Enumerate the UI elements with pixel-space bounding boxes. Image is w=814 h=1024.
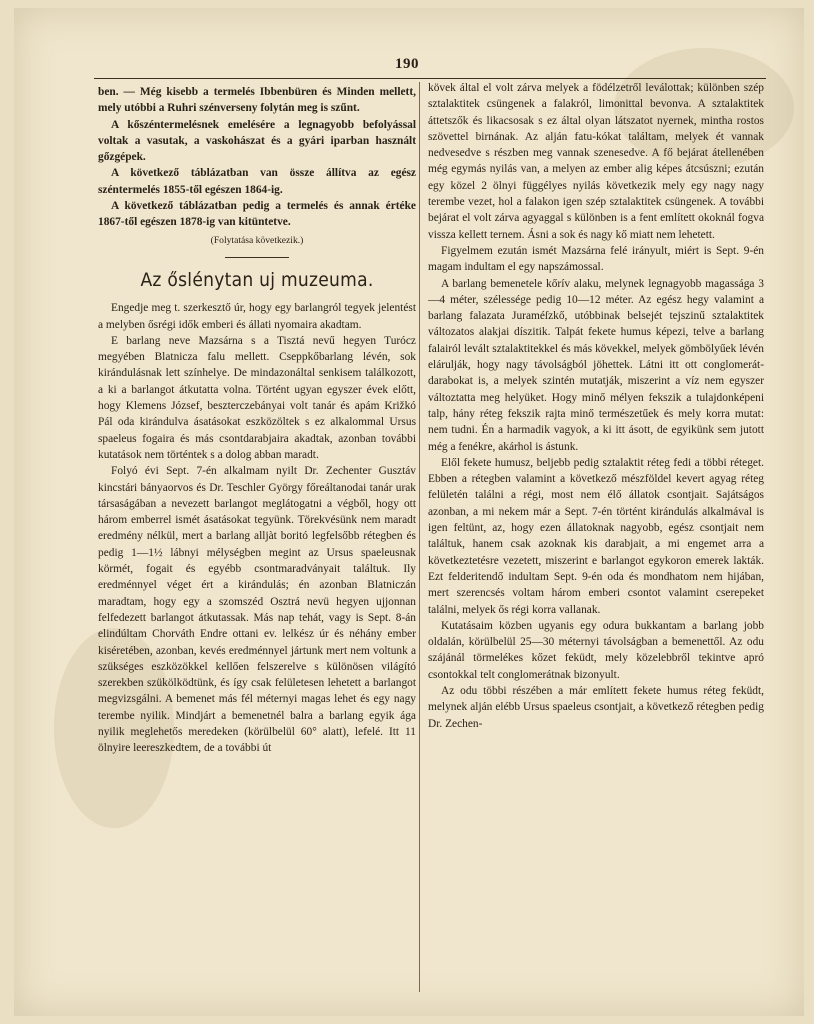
continuation-note: (Folytatása következik.) (210, 234, 304, 246)
paragraph: A kőszéntermelésnek emelésére a legnagyobb befolyással voltak a vasutak, a vaskohászat és a gyári iparban használt gőzgépek. (98, 118, 416, 164)
paragraph: Kutatásaim közben ugyanis egy odura bukkantam a barlang jobb oldalán, körülbelül 25—30 méternyi távolságban a bemenettől. Az odu szájánál törmelékes kőzet feküdt, mely közelebbről tekintve apró csontokkal telt conglomerátnak bizonyult. (428, 619, 764, 681)
paragraph: Folyó évi Sept. 7-én alkalmam nyilt Dr. Zechenter Gusztáv kincstári bányaorvos és Dr. Teschler György főreáltanodai tanár urak társaságában a nevezett barlangot meglátogatni a végből, hogy ott három emberrel ismét ásatásokat tegyünk. Törekvésünk nem maradt eredmény nélkül, mert a barlang alljàt boritó legfelsőbb rétegben és pedig 1—1½ lábnyi mélységben megint az Ursus spaeleusnak körmét, fogait és egyébb csontmaradványait találtuk. Ily eredménnyel véget ért a kirándulás; én azonban Blatniczán maradtam, hogy egy a szomszéd Osztrá nevü hegyen ujjonnan felfedezett barlangot átkutassak. Más nap tehát, vagy is Sept. 8-án elindúltam Chorváth Endre ottani ev. lelkész úr és néhány ember kiséretében, azonban, kevés eredménnyel jártunk mert nem voltunk a szükséges eszközökkel kellően felszerelve s különösen világító szerekben szükölködtünk, és így csak felületesen lehetett a barlangot megvizsgálni. A bemenet más fél méternyi magas lehet és egy nagy terembe nyilik. Mindjárt a bemenetnél balra a barlang egyik ága nyilik meglehetős meredeken (körülbelül 60° alatt), lefelé. Itt 11 ölnyire leereszkedtem, de a további út (98, 465, 416, 755)
paragraph: A következő táblázatban van össze állítva az egész széntermelés 1855-től egészen 1864-ig. (98, 167, 416, 196)
paragraph: ben. — Még kisebb a termelés Ibbenbüren és Minden mellett, mely utóbbi a Ruhri szénverseny folytán meg is szűnt. (98, 86, 416, 115)
article-continuation (98, 84, 416, 231)
paragraph: A barlang bemenetele kőrív alaku, melynek legnagyobb magassága 3—4 méter, szélessége pedig 10—12 méter. Az egész hegy valamint a barlang falazata Juraméſzkő, utóbbinak belsejét tejszinű sztalaktitek változatos alakjai díszitik. Talpát fekete humus képezi, telve a barlang falairól levált sztalaktitekkel és más kövekkel, melyek gömbölyűek lévén elárulják, hogy nagy távolságból jöhettek. Látni itt ott conglomerát-darabokat is, a melyek szintén mutatják, miszerint a víz nem egyszer változtatta meg helyüket. Hogy minő mélyen fekszik a tulajdonképeni talp, hány réteg fekszik rajta minő természetűek és mely korra mutat: nem tudni. Én a harmadik vagyok, a ki itt ásott, de egyikünk sem jutott még a fenékre, akárhol is ástunk. (428, 277, 764, 453)
left-column (98, 84, 416, 757)
paragraph: Az odu többi részében a már említett fekete humus réteg feküdt, melynek alján elébb Ursus spaeleus csontjait, a következő rétegben pedig Dr. Zechen- (428, 684, 764, 730)
paragraph: kövek által el volt zárva melyek a födélzetről leválottak; különben szép sztalaktitek csüngenek a falakról, limonittal bevonva. A sztalaktitek áttetszők és likacsosak s ez által olyan látszatot nyernek, mintha rostos szövettel birnának. Az alján fatu-kókat találtam, melyek ét vannak nedvesedve s részben meg vannak szenesedve. A fő bejárat átellenében még egymás nyilás van, a melyen az ember alig képes átcsúszni; ezután egy közel 2 ölnyi függélyes nyilás következik mely egy nagy nagy terembe vezet, hol a falakon igen szép sztalaktitek csüngenek. A további bejárat el volt zárva agyaggal s különben is a fent említett okoknál fogva vissza kellett ternem. Ásni a sok és nagy kő miatt nem lehetett. (428, 82, 764, 241)
paragraph: A következő táblázatban pedig a termelés és annak értéke 1867-től egészen 1878-ig van kitüntetve. (98, 200, 416, 229)
header-rule (94, 78, 766, 79)
paragraph: Elől fekete humusz, beljebb pedig sztalaktit réteg fedi a többi réteget. Ebben a rétegben valamint a következő mészföldel kevert agyag réteg felületén találni a régi, most nem élő állatok csontjait. Sajátságos azonban, a mi nekem már a Sept. 7-én történt kirándulás alkalmával is igen feltünt, az, hogy ezen állatoknak nagyobb, egész csontjait nem találtuk, hanem csak azoknak kis darabjait, a mi engemet arra a következtetésre vezetett, miszerint e barlangot egykoron emerek lakták. Ezt felderitendő indultam Sept. 9-én oda és mondhatom nem hijában, mert szerencsés voltam három emberi csontot valamint cserepeket találni, melyek ős régi korra vallanak. (428, 456, 764, 616)
section-rule (225, 257, 289, 258)
page-number: 190 (395, 56, 419, 72)
paragraph: Figyelmem ezután ismét Mazsárna felé irányult, miért is Sept. 9-én magam indultam el egy napszámossal. (428, 244, 764, 274)
right-column (428, 80, 764, 732)
paragraph: Engedje meg t. szerkesztő úr, hogy egy barlangról tegyek jelentést a melyben ősrégi idők emberi és állati nyomaira akadtam. (98, 302, 416, 331)
paragraph: E barlang neve Mazsárna s a Tisztá nevű hegyen Turócz megyében Blatnicza falu mellett. Cseppkőbarlang lévén, sok kirándulásnak lett színhelye. De mindazonáltal senkisem találkozott, a ki a barlangot átkutatta volna. Történt ugyan egyszer évek előtt, hogy Klemens József, beszterczebányai volt tanár és apám Križkó Pál oda kirándulva ásatásokat eszközöltek s ez alkalommal Ursus spaeleus fogaira és más csontdarabjaira akadtak, azonban további kutatások nem történtek s a dolog abban maradt. (98, 334, 416, 461)
column-divider (419, 82, 420, 992)
article-title: Az őslénytan uj muzeuma. (140, 268, 374, 291)
